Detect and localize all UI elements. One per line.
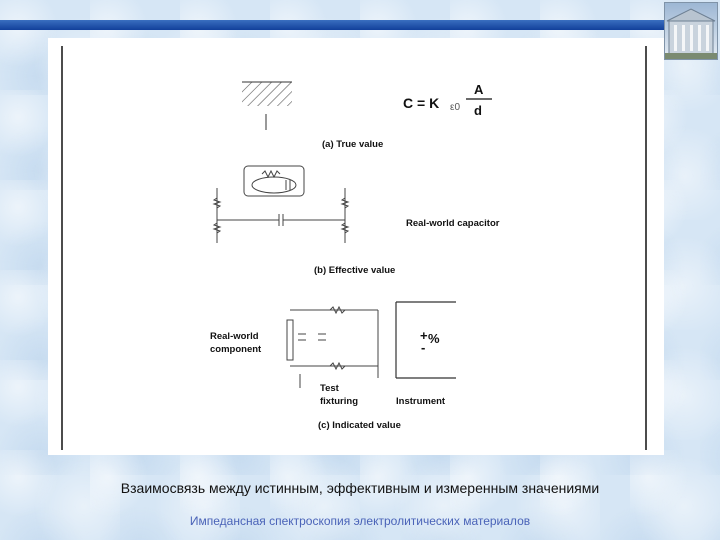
tolerance-minus: - bbox=[421, 340, 426, 355]
university-building-logo bbox=[664, 2, 718, 60]
diagram-panel bbox=[48, 38, 664, 455]
svg-text:d: d bbox=[474, 103, 482, 118]
instrument-label: Instrument bbox=[396, 396, 446, 407]
test-fixturing-label-line1: Test bbox=[320, 383, 339, 394]
svg-text:ε0: ε0 bbox=[450, 102, 461, 113]
capacitance-formula bbox=[403, 82, 492, 118]
effective-value-label: (b) Effective value bbox=[314, 265, 396, 276]
slide-footer: Импедансная спектроскопия электролитических материалов bbox=[189, 514, 531, 528]
test-fixturing-label-line2: fixturing bbox=[320, 396, 358, 407]
slide-caption: Взаимосвязь между истинным, эффективным и измеренным значениями bbox=[120, 480, 600, 496]
true-value-label: (a) True value bbox=[322, 139, 384, 150]
tolerance-plus: + bbox=[420, 328, 428, 343]
top-accent-bar bbox=[0, 20, 664, 30]
effective-value-circuit bbox=[214, 166, 348, 243]
svg-text:C = K: C = K bbox=[403, 95, 440, 111]
real-world-capacitor-label: Real-world capacitor bbox=[406, 218, 500, 229]
real-world-component-label-line2: component bbox=[210, 344, 262, 355]
tolerance-percent: % bbox=[428, 331, 440, 346]
real-world-component-label-line1: Real-world bbox=[210, 331, 259, 342]
measurement-diagram bbox=[48, 38, 664, 455]
indicated-value-label: (c) Indicated value bbox=[318, 420, 401, 431]
ideal-capacitor-plate bbox=[242, 82, 292, 130]
test-fixture-circuit bbox=[287, 307, 378, 388]
svg-text:A: A bbox=[474, 82, 484, 97]
